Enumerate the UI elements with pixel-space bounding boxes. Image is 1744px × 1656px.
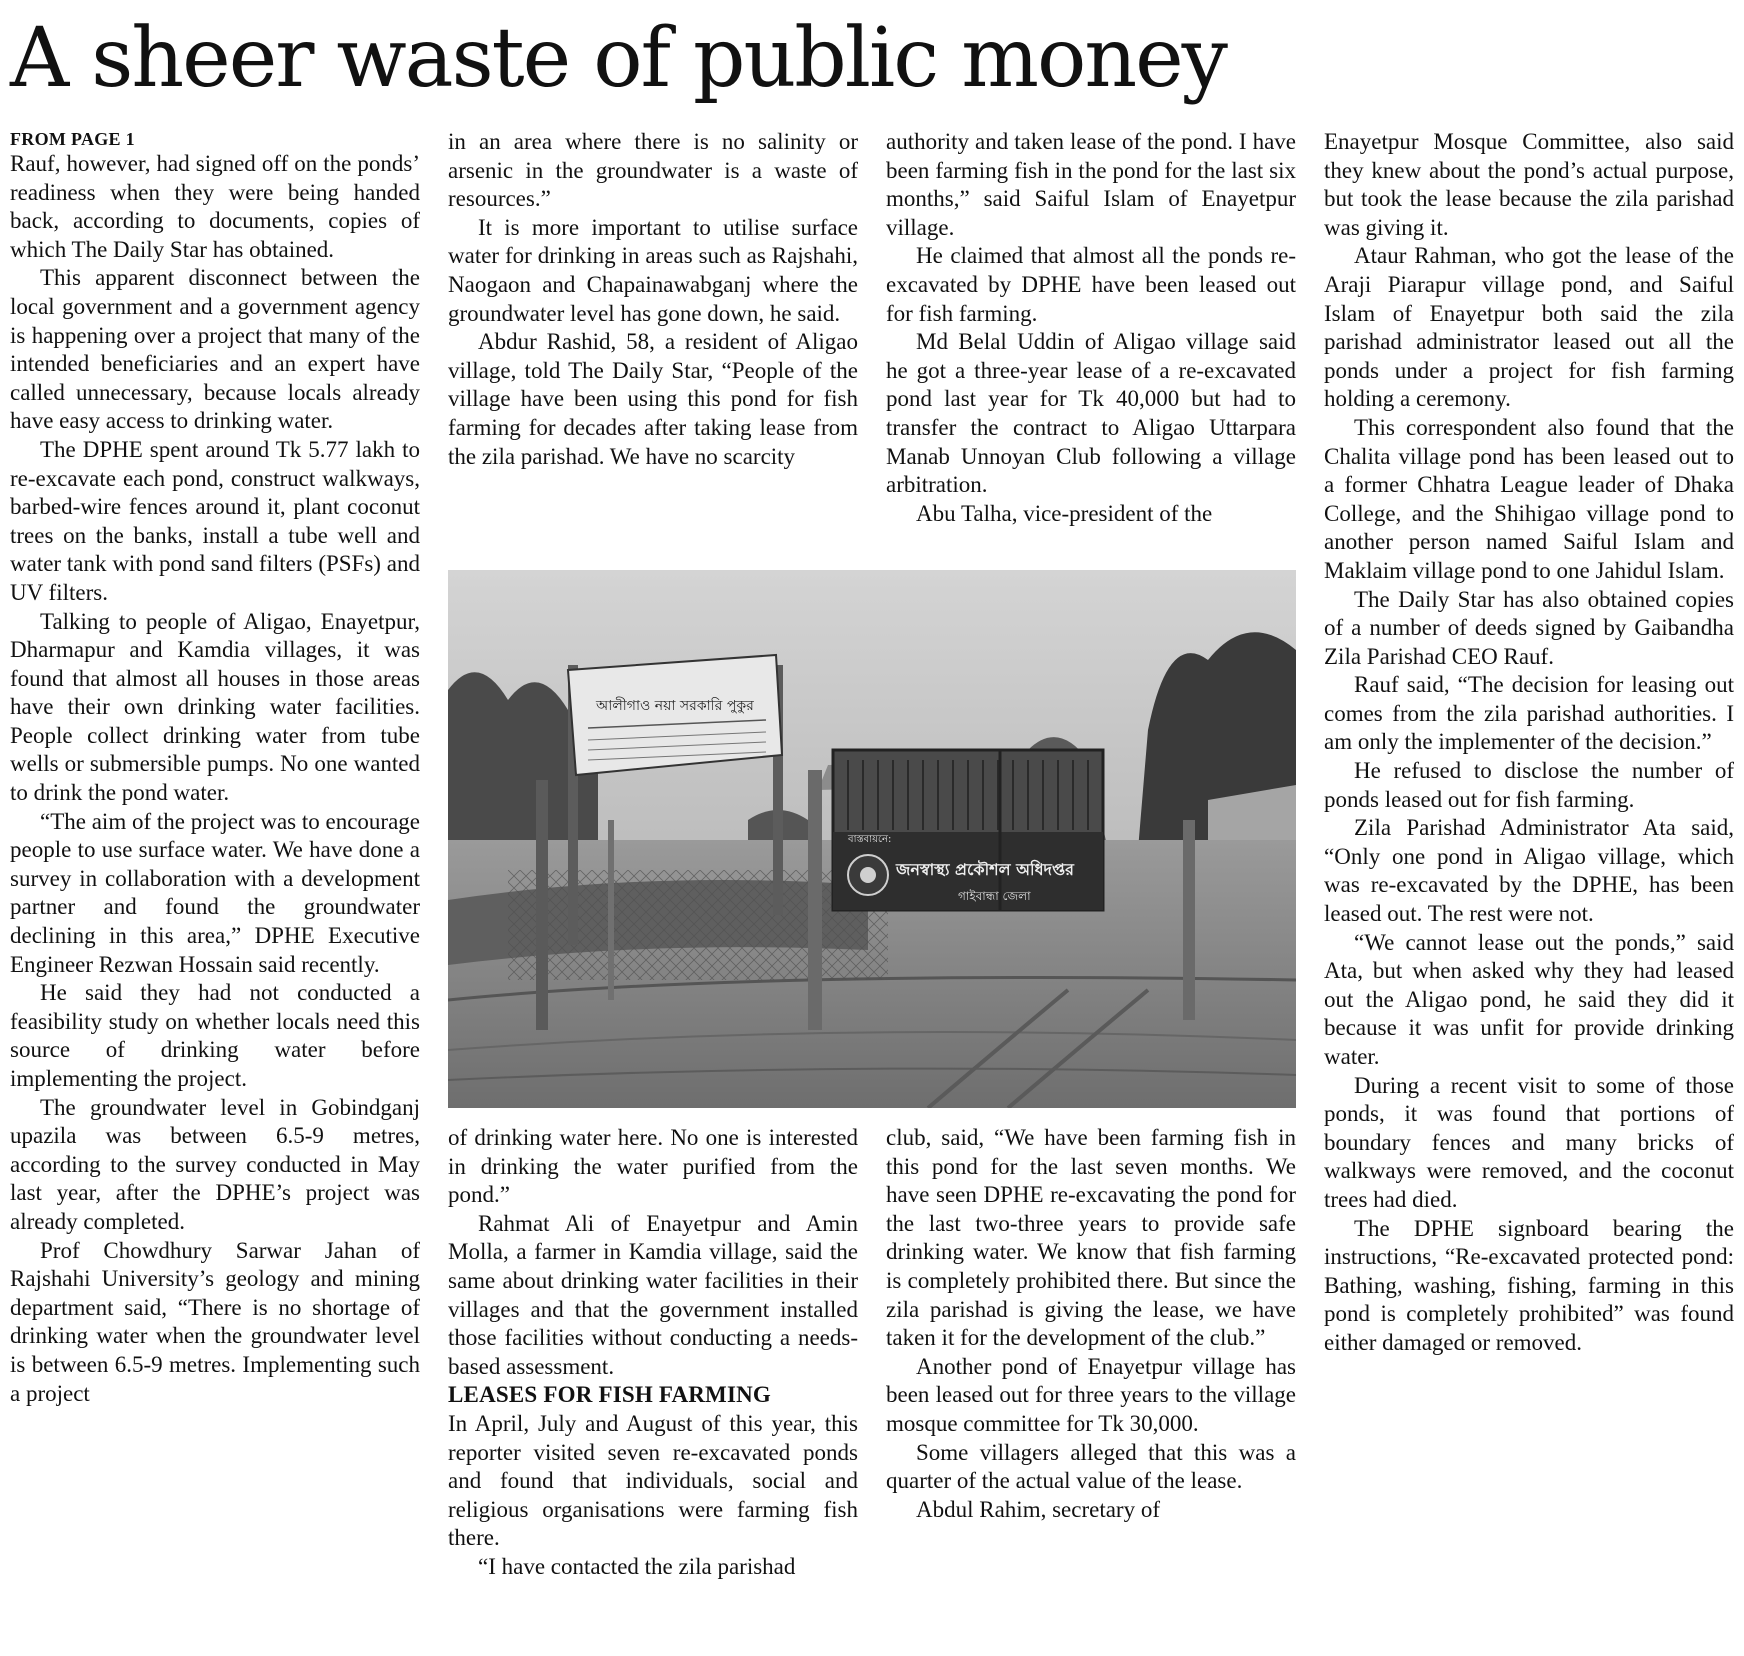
paragraph: Abdul Rahim, secretary of <box>916 1496 1160 1522</box>
paragraph: Abu Talha, vice-president of the <box>916 500 1213 526</box>
paragraph: Rauf, however, had signed off on the ponds’ readiness when they were being handed back, according to documents, copies of which The Daily Star has obtained. <box>10 151 420 262</box>
paragraph: authority and taken lease of the pond. I have been farming fish in the pond for the last six months,” said Saiful Islam of Enayetpur village. <box>886 129 1296 240</box>
paragraph: He said they had not conducted a feasibility study on whether locals need this source of drinking water before implementing the project. <box>10 980 420 1091</box>
headline: A sheer waste of public money <box>10 11 1227 106</box>
paragraph: “I have contacted the zila parishad <box>478 1553 796 1579</box>
paragraph: “We cannot lease out the ponds,” said Ata, but when asked why they had leased out the Aligao pond, he said they did it because it was unfit for provide drinking water. <box>1324 929 1734 1069</box>
pond-gate-photo <box>448 570 1296 1108</box>
article-column-4 <box>1324 128 1734 1638</box>
section-subhead: LEASES FOR FISH FARMING <box>448 1382 772 1408</box>
paragraph: It is more important to utilise surface water for drinking in areas such as Rajshahi, Naogaon and Chapainawabganj where the groundwater level has gone down, he said. <box>448 214 858 326</box>
paragraph: The Daily Star has also obtained copies of a number of deeds signed by Gaibandha Zila Parishad CEO Rauf. <box>1324 586 1734 669</box>
paragraph: He claimed that almost all the ponds re-excavated by DPHE have been leased out for fish farming. <box>886 243 1296 326</box>
dateline: FROM PAGE 1 <box>10 129 135 149</box>
paragraph: Another pond of Enayetpur village has been leased out for three years to the village mosque committee for Tk 30,000. <box>886 1353 1296 1436</box>
paragraph: Abdur Rashid, 58, a resident of Aligao village, told The Daily Star, “People of the village have been using this pond for fish farming for decades after taking lease from the zila parishad. We have no scarcity <box>448 329 858 469</box>
article-column-1 <box>10 128 420 1638</box>
paragraph: Prof Chowdhury Sarwar Jahan of Rajshahi University’s geology and mining department said, “There is no shortage of drinking water when the groundwater level is between 6.5-9 metres. Implementing such a project <box>10 1237 420 1406</box>
gate-label-sub: গাইবান্ধা জেলা <box>958 889 1031 903</box>
paragraph: The groundwater level in Gobindganj upazila was between 6.5-9 metres, according to the survey conducted in May last year, after the DPHE’s project was already completed. <box>10 1094 420 1234</box>
paragraph: Md Belal Uddin of Aligao village said he got a three-year lease of a re-excavated pond last year for Tk 40,000 but had to transfer the contract to Aligao Uttarpara Manab Unnoyan Club following a village arbitration. <box>886 329 1296 498</box>
paragraph: Zila Parishad Administrator Ata said, “Only one pond in Aligao village, which was re-excavated by the DPHE, has been leased out. The rest were not. <box>1324 815 1734 927</box>
paragraph: club, said, “We have been farming fish in this pond for the last seven months. We have seen DPHE re-excavating the pond for the last two-three years to provide safe drinking water. We know that fish farming is completely prohibited there. But since the zila parishad is giving the lease, we have taken it for the development of the club.” <box>886 1125 1296 1351</box>
article-column-2-top <box>448 128 858 568</box>
article-column-2-bottom <box>448 1124 858 1644</box>
paragraph: Rauf said, “The decision for leasing out comes from the zila parishad authorities. I am only the implementer of the decision.” <box>1324 672 1734 755</box>
gate-label-main: জনস্বাস্থ্য প্রকৌশল অধিদপ্তর <box>896 860 1074 879</box>
paragraph: “The aim of the project was to encourage people to use surface water. We have done a survey in collaboration with a development partner and found the groundwater declining in this area,” DPHE Executive Engineer Rezwan Hossain said recently. <box>10 808 420 977</box>
paragraph: in an area where there is no salinity or arsenic in the groundwater is a waste of resources.” <box>448 129 858 212</box>
article-column-3-top <box>886 128 1296 568</box>
paragraph: Some villagers alleged that this was a quarter of the actual value of the lease. <box>886 1439 1296 1494</box>
paragraph: He refused to disclose the number of ponds leased out for fish farming. <box>1324 758 1734 812</box>
paragraph: Talking to people of Aligao, Enayetpur, Dharmapur and Kamdia villages, it was found that almost all houses in those areas have their own drinking water facilities. People collect drinking water from tube wells or submersible pumps. No one wanted to drink the pond water. <box>10 608 420 806</box>
article-column-3-bottom <box>886 1124 1296 1644</box>
paragraph: of drinking water here. No one is interested in drinking the water purified from the pond.” <box>448 1125 858 1208</box>
paragraph: This apparent disconnect between the local government and a government agency is happening over a project that many of the intended beneficiaries and an expert have called unnecessary, because locals already have easy access to drinking water. <box>10 265 420 434</box>
paragraph: This correspondent also found that the Chalita village pond has been leased out to a former Chhatra League leader of Dhaka College, and the Shihigao village pond to another person named Saiful Islam and Maklaim village pond to one Jahidul Islam. <box>1324 414 1734 583</box>
paragraph: In April, July and August of this year, this reporter visited seven re-excavated ponds and found that individuals, social and religious organisations were farming fish there. <box>448 1410 858 1551</box>
paragraph: Ataur Rahman, who got the lease of the Araji Piarapur village pond, and Saiful Islam of Enayetpur both said the zila parishad administrator leased out all the ponds under a project for fish farming holding a ceremony. <box>1324 243 1734 412</box>
paragraph: The DPHE spent around Tk 5.77 lakh to re-excavate each pond, construct walkways, barbed-wire fences around it, plant coconut trees on the banks, install a tube well and water tank with pond sand filters (PSFs) and UV filters. <box>10 436 420 605</box>
paragraph: During a recent visit to some of those ponds, it was found that portions of boundary fences and many bricks of walkways were removed, and the coconut trees had died. <box>1324 1072 1734 1212</box>
gate-label-top: বাস্তবায়নে: <box>848 834 892 845</box>
paragraph: Rahmat Ali of Enayetpur and Amin Molla, a farmer in Kamdia village, said the same about drinking water facilities in their villages and that the government installed those facilities without conducting a needs-based assessment. <box>448 1210 858 1379</box>
paragraph: Enayetpur Mosque Committee, also said they knew about the pond’s actual purpose, but took the lease because the zila parishad was giving it. <box>1324 129 1734 240</box>
news-photo <box>448 570 1296 1108</box>
paragraph: The DPHE signboard bearing the instructions, “Re-excavated protected pond: Bathing, washing, fishing, farming in this pond is completely prohibited” was found either damaged or removed. <box>1324 1215 1734 1355</box>
signboard-title: আলীগাও নয়া সরকারি পুকুর <box>596 698 754 714</box>
